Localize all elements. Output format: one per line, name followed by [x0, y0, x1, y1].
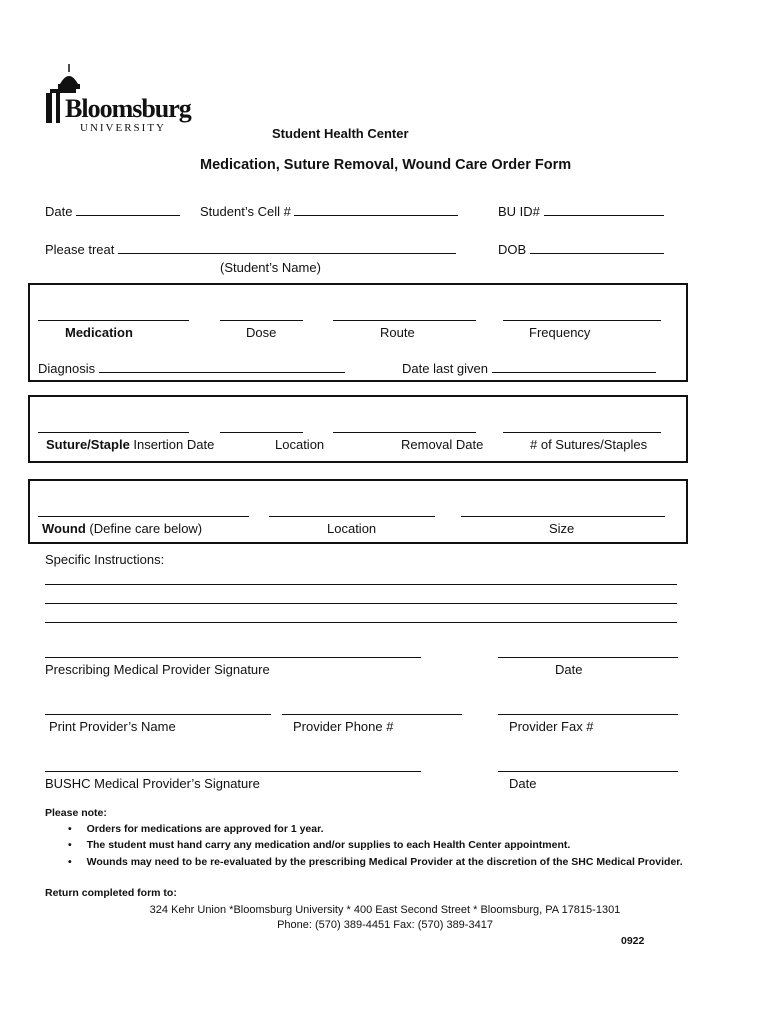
suture-removal-line[interactable]	[333, 432, 476, 433]
dose-line[interactable]	[220, 320, 303, 321]
please-treat-field[interactable]	[45, 241, 456, 257]
bullet-icon: •	[68, 856, 72, 868]
date-line	[76, 203, 180, 216]
notes-heading: Please note:	[45, 807, 107, 819]
suture-count-label: # of Sutures/Staples	[530, 437, 648, 452]
wound-label-bold: Wound	[42, 521, 86, 536]
return-address: 324 Kehr Union *Bloomsburg University * 400 East Second Street * Bloomsburg, PA 17815-1301	[149, 904, 621, 916]
date-last-given-field[interactable]	[402, 360, 656, 376]
suture-insertion-line[interactable]	[38, 432, 189, 433]
instructions-line-3[interactable]	[45, 622, 677, 623]
bu-id-line	[544, 203, 664, 216]
note-text: The student must hand carry any medication and/or supplies to each Health Center appointment.	[86, 839, 571, 851]
phone-line[interactable]	[282, 714, 462, 715]
instructions-label: Specific Instructions:	[45, 552, 165, 567]
suture-count-line[interactable]	[503, 432, 661, 433]
bu-id-label: BU ID#	[498, 204, 540, 219]
phone-fax: Phone: (570) 389-4451 Fax: (570) 389-3417	[277, 919, 493, 931]
cell-line	[294, 203, 458, 216]
suture-location-line[interactable]	[220, 432, 303, 433]
cell-label: Student’s Cell #	[200, 204, 291, 219]
logo-wordmark: Bloomsburg	[65, 94, 191, 123]
instructions-line-2[interactable]	[45, 603, 677, 604]
wound-care-line[interactable]	[38, 516, 249, 517]
form-code: 0922	[621, 935, 645, 947]
note-item	[68, 856, 683, 868]
instructions-line-1[interactable]	[45, 584, 677, 585]
prescriber-signature-line[interactable]	[45, 657, 421, 658]
medication-label: Medication	[65, 325, 133, 340]
logo-subtext: UNIVERSITY	[80, 122, 166, 134]
phone-label: Provider Phone #	[293, 719, 394, 734]
note-item	[68, 823, 324, 835]
dob-label: DOB	[498, 242, 527, 257]
suture-label-bold: Suture/Staple	[46, 437, 130, 452]
note-item	[68, 839, 570, 851]
route-line[interactable]	[333, 320, 476, 321]
frequency-line[interactable]	[503, 320, 661, 321]
bu-id-field[interactable]	[498, 203, 664, 219]
diagnosis-line	[99, 360, 345, 373]
center-name: Student Health Center	[272, 126, 409, 141]
date-last-given-label: Date last given	[402, 361, 488, 376]
dob-line	[530, 241, 664, 254]
bullet-icon: •	[68, 823, 72, 835]
student-name-note: (Student’s Name)	[220, 260, 321, 275]
note-text: Orders for medications are approved for 1 year.	[86, 823, 324, 835]
date-field[interactable]	[45, 203, 180, 219]
return-label: Return completed form to:	[45, 887, 177, 899]
date-label-2: Date	[509, 776, 537, 791]
medication-line[interactable]	[38, 320, 189, 321]
prescriber-signature-label: Prescribing Medical Provider Signature	[45, 662, 270, 677]
frequency-label: Frequency	[529, 325, 591, 340]
wound-label-rest: (Define care below)	[85, 521, 203, 536]
wound-size-line[interactable]	[461, 516, 665, 517]
university-logo	[40, 62, 191, 134]
date-line-1[interactable]	[498, 657, 678, 658]
suture-location-label: Location	[275, 437, 325, 452]
fax-line[interactable]	[498, 714, 678, 715]
cell-field[interactable]	[200, 203, 458, 219]
suture-insertion-label	[46, 437, 214, 452]
diagnosis-label: Diagnosis	[38, 361, 96, 376]
diagnosis-field[interactable]	[38, 360, 345, 376]
print-name-label: Print Provider’s Name	[49, 719, 176, 734]
bullet-icon: •	[68, 839, 72, 851]
suture-label-rest: Insertion Date	[129, 437, 215, 452]
date-last-given-line	[492, 360, 656, 373]
date-label: Date	[45, 204, 73, 219]
suture-removal-label: Removal Date	[401, 437, 484, 452]
dob-field[interactable]	[498, 241, 664, 257]
note-text: Wounds may need to be re-evaluated by the prescribing Medical Provider at the discretion of the SHC Medical Provider.	[86, 856, 683, 868]
bushc-signature-line[interactable]	[45, 771, 421, 772]
route-label: Route	[380, 325, 415, 340]
dose-label: Dose	[246, 325, 277, 340]
please-treat-label: Please treat	[45, 242, 115, 257]
print-name-line[interactable]	[45, 714, 271, 715]
fax-label: Provider Fax #	[509, 719, 594, 734]
suture-box	[28, 395, 688, 463]
wound-location-label: Location	[327, 521, 377, 536]
form-title: Medication, Suture Removal, Wound Care Order Form	[200, 157, 572, 173]
wound-label	[42, 521, 202, 536]
bushc-signature-label: BUSHC Medical Provider’s Signature	[45, 776, 260, 791]
date-label-1: Date	[555, 662, 583, 677]
wound-location-line[interactable]	[269, 516, 435, 517]
wound-size-label: Size	[549, 521, 575, 536]
please-treat-line	[118, 241, 456, 254]
date-line-2[interactable]	[498, 771, 678, 772]
